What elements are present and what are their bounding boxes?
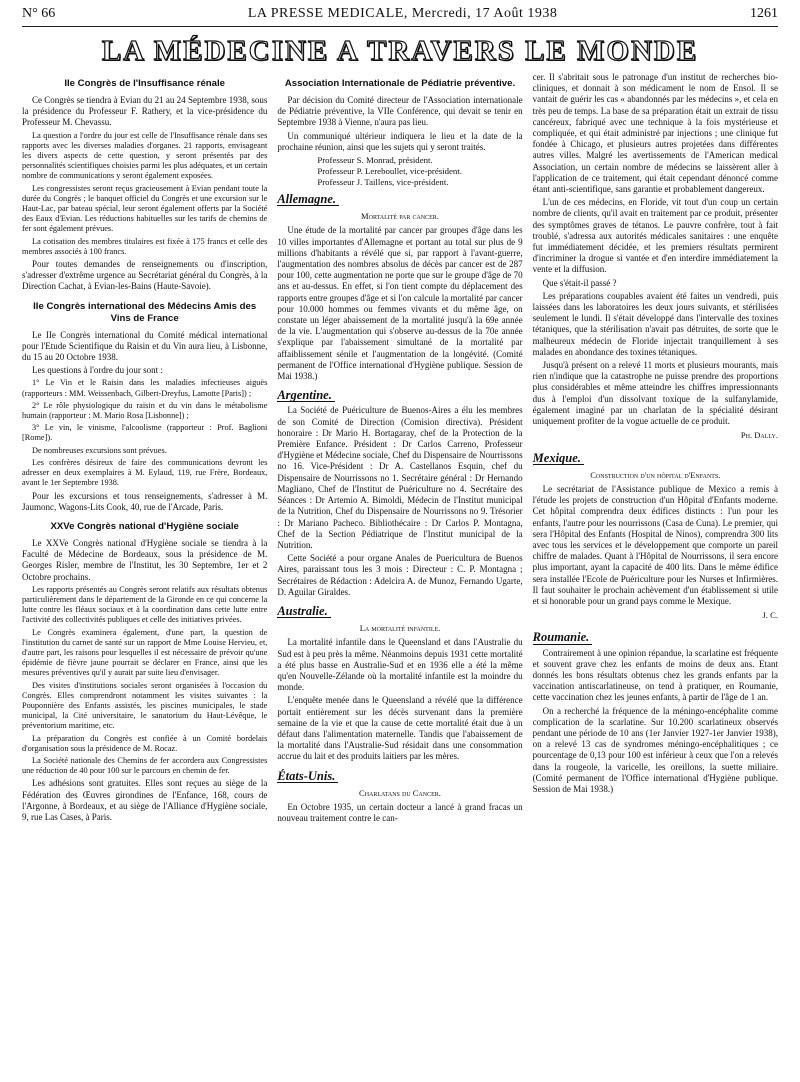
country-heading: États-Unis. [277, 771, 338, 783]
paragraph: Que s'était-il passé ? [542, 277, 617, 288]
paragraph: 1° Le Vin et le Raisin dans les maladies infectieuses aiguës (rapporteurs : MM. Weissenbach, Gilbert-Dreyfus, Lamotte [Paris]) ; [22, 378, 268, 398]
paragraph: Les adhésions sont gratuites. Elles sont reçues au siège de la Fédération des Œuvres girondines de l'Enfance, 168, cours de l'Argonne, à Bordeaux, et au siège de l'Alliance d'Hygiène sociale, 9, rue Las Cases, à Paris. [22, 778, 268, 822]
section-title: Association Internationale de Pédiatrie préventive. [284, 78, 516, 89]
paragraph: La Société nationale des Chemins de fer accordera aux Congressistes une réduction de 40 pour 100 sur le parcours en chemin de fer. [22, 755, 268, 776]
officer: Professeur J. Taillens, vice-président. [317, 177, 449, 188]
column-1 [22, 72, 267, 826]
author-signature: Ph. Dally. [740, 430, 778, 441]
section-title: XXVe Congrès national d'Hygiène sociale [50, 520, 239, 532]
paragraph: L'enquête menée dans le Queensland a révélé que la différence portait entièrement sur les décès survenant dans la première semaine de la vie et que la cause de cette mortalité était due à un défaut dans l'alimentation maternelle. Tandis que l'abaissement de la mortalité dans l'Australie-Sud résidait dans une consommation accrue du lait et des produits laitiers par les mères. [277, 695, 523, 762]
paragraph: L'un de ces médecins, en Floride, vit tout d'un coup un certain nombre de clients, qu'il avait en traitement par ce produit, présenter des symptômes graves de tétanos. Le pauvre confrère, tout à fait troublé, s'adressa aux autorités médicales sanitaires : une enquête fut immédiatement décidée, et les premiers résultats permirent d'incriminer la drogue si vantée et d'en interdire immédiatement la vente et la diffusion. [532, 197, 778, 275]
paragraph: 3° Le vin, le vinisme, l'alcoolisme (rapporteur : Prof. Baglioni [Rome]). [22, 423, 268, 443]
section-title: IIe Congrès international des Médecins Amis des Vins de France [33, 300, 257, 324]
article-columns [22, 72, 778, 826]
column-2 [277, 72, 522, 826]
paragraph: Le XXVe Congrès national d'Hygiène sociale se tiendra à la Faculté de Médecine de Bordeaux, sous la présidence de M. Georges Risler, membre de l'Institut, les 30 Septembre, 1er et 2 Octobre prochains. [22, 537, 268, 582]
paragraph: En Octobre 1935, un certain docteur a lancé à grand fracas un nouveau traitement contre le can- [277, 801, 523, 824]
paragraph: Ce Congrès se tiendra à Evian du 21 au 24 Septembre 1938, sous la présidence du Professeur F. Rathery, et la vice-présidence du Professeur M. Chevassu. [22, 95, 268, 128]
paragraph: Les confrères désireux de faire des communications devront les adresser en deux exemplaires à M. Eylaud, 119, rue Frère, Bordeaux, avant le 1er Septembre 1938. [22, 457, 268, 488]
publication-title: LA PRESSE MEDICALE, Mercredi, 17 Août 1938 [247, 6, 558, 21]
paragraph: Les questions à l'ordre du jour sont : [32, 365, 163, 376]
paragraph: Pour les excursions et tous renseignements, s'adresser à M. Jaumonc, Wagons-Lits Cook, 40, rue de l'Arcade, Paris. [22, 490, 268, 512]
paragraph: Une étude de la mortalité par cancer par groupes d'âge dans les 10 villes importantes d'Allemagne et portant au total sur plus de 9 millions d'habitants a révélé que si, par rapport à l'avant-guerre, l'augmentation des nombres absolus de décès par cancer est de 287 pour 100, cette augmentation ne porte que sur le groupe d'âge de 70 ans et au-dessus. En effet, si l'on tient compte du déplacement des rapports entre groupes d'âge et si l'on calcule la mortalité par cancer pour 10.000 hommes ou femmes vivants et du même âge, on constate un léger abaissement de la mortalité jusqu'à la 69e année de la vie. L'augmentation qui s'observe au-dessus de la 70e année s'explique par l'abaissement simultané de la mortalité par affaiblissement sénile et l'augmentation de la longévité. (Comité permanent de l'Office international d'Hygiène publique. Session de Mai 1938.) [277, 225, 523, 382]
paragraph: Cette Société a pour organe Anales de Puericultura de Buenos Aires, paraissant tous les 3 mois : Directeur : C. P. Montagna ; Secrétaires de Rédaction : Adelcira A. de Munoz, Fernando Ugarte, D. Aguilar Giraldes. [277, 553, 523, 597]
paragraph: Par décision du Comité directeur de l'Association internationale de Pédiatrie préventive, la VIIe Conférence, qui devait se tenir en Septembre 1938 à Vienne, n'aura pas lieu. [277, 95, 523, 128]
paragraph: Un communiqué ultérieur indiquera le lieu et la date de la prochaine réunion, ainsi que les sujets qui y seront traités. [277, 130, 523, 152]
issue-number: N° 66 [22, 6, 56, 21]
author-signature: J. C. [762, 610, 778, 621]
paragraph: La question a l'ordre du jour est celle de l'Insuffisance rénale dans ses rapports avec les diverses maladies d'organes. 21 rapports, envisageant les divers aspects de cette question, y seront présentés par des personnalités scientifiques choisies parmi les plus adéquates, et un certain nombre de communications y seront également exposées. [22, 130, 268, 181]
officer: Professeur P. Lereboullet, vice-président. [317, 166, 462, 177]
paragraph: Les congressistes seront reçus gracieusement à Evian pendant toute la durée du Congrès ; le banquet officiel du Congrès et une excursion sur le Haut-Lac, par bateau spécial, leur seront également offerts par la Société des Eaux d'Evian. Les réductions habituelles sur les tarifs de chemins de fer sont également prévues. [22, 183, 268, 234]
paragraph: Jusqu'à présent on a relevé 11 morts et plusieurs mourants, mais rien n'indique que la catastrophe ne puisse prendre des proportions plus considérables et même atteindre les chiffres impressionnants dus à l'emploi d'un dissolvant toxique de la sulfanylamide, également imaginé par un charlatan de la spécialité désirant uniquement profiter de la vogue actuelle de ce produit. [532, 360, 778, 427]
paragraph: cer. Il s'abritait sous le patronage d'un institut de recherches bio-cliniques, et donnait à son médicament le nom de Ensol. Il se vantait de guérir les cas « abandonnés par les médecins », et cela en très peu de temps. La base de sa préparation était un extrait de tissu cancéreux, fabriqué avec une technique à la fois mystérieuse et compliquée, et qui était administré par injections ; une clinique fut fondée à Chicago, et plusieurs autres projetées dans différentes autres villes. Malgré les avertissements de l'American medical Association, un certain nombre de médecins se laissèrent aller à l'application de ce traitement, qui était cependant dénoncé comme étant anti-scientifique, sans garantie et probablement dangereux. [532, 72, 778, 195]
paragraph: La préparation du Congrès est confiée à un Comité bordelais d'organisation sous la présidence de M. Rocaz. [22, 733, 268, 753]
subheading: Mortalité par cancer. [361, 211, 439, 222]
section-title: IIe Congrès de l'Insuffisance rénale [64, 78, 225, 89]
country-heading: Mexique. [533, 453, 584, 465]
paragraph: On a recherché la fréquence de la méningo-encéphalite comme complication de la scarlatine. Sur 10.200 scarlatineux observés pendant une période de 10 ans (1er Janvier 1927-1er Janvier 1938), on a relevé 13 cas de syndromes méningo-encéphalitiques ; ce pourcentage de 0,13 pour 100 est inférieur à ceux que l'on a relevés dans la rougeole, la varicelle, les oreillons, la suette miliaire. (Comité permanent de l'Office international d'Hygiène publique. Session de Mai 1938.) [532, 705, 778, 794]
officer: Professeur S. Monrad, président. [317, 155, 433, 166]
page-number: 1261 [749, 6, 778, 21]
country-heading: Australie. [277, 606, 330, 618]
subheading: Charlatans du Cancer. [359, 787, 441, 798]
paragraph: Contrairement à une opinion répandue, la scarlatine est fréquente et souvent grave chez les enfants de moins de deux ans. Etant donnés les bons résultats obtenus chez les grands enfants par la vaccination antiscarlatineuse, on tend à pratiquer, en Roumanie, cette vaccination chez les jeunes enfants, à partir de l'âge de 1 an. [532, 647, 778, 703]
paragraph: Des visites d'institutions sociales seront organisées à l'occasion du Congrès. Elles comprendront notamment les visites suivantes : la Pouponnière des Enfants assistés, les piscines municipales, le stade municipal, la Cité universitaire, le sanatorium du Haut-Lévêque, le préventorium maritime, etc. [22, 680, 268, 731]
officers-list [277, 155, 522, 188]
paragraph: 2° Le rôle physiologique du raisin et du vin dans le métabolisme humain (rapporteur : M. Mario Rosa [Lisbonne]) ; [22, 400, 268, 421]
paragraph: Les rapports présentés au Congrès seront relatifs aux résultats obtenus particulièrement dans le département de la Gironde en ce qui concerne la lutte contre les fléaux sociaux et à la coordination dans cette lutte entre l'activité des collectivités publiques et celle des initiatives privées. [22, 584, 268, 625]
paragraph: Pour toutes demandes de renseignements ou d'inscription, s'adresser d'extrême urgence au Secrétariat général du Congrès, à la Direction Cachat, à Evian-les-Bains (Haute-Savoie). [22, 259, 268, 292]
section-banner [22, 35, 778, 68]
paragraph: Le IIe Congrès international du Comité médical international pour l'Etude Scientifique du Raisin et du Vin aura lieu, à Lisbonne, du 15 au 20 Octobre 1938. [22, 329, 268, 363]
column-3 [533, 72, 778, 826]
paragraph: La mortalité infantile dans le Queensland et dans l'Australie du Sud est à peu près la même. Néanmoins depuis 1931 cette mortalité a été plus basse en Australie-Sud et en 1936 elle a été la même qu'en Nouvelle-Zélande où la mortalité infantile est la moindre du monde. [277, 637, 523, 693]
country-heading: Argentine. [277, 390, 335, 402]
banner-title: LA MÉDECINE A TRAVERS LE MONDE [101, 35, 699, 67]
country-heading: Allemagne. [277, 194, 339, 206]
paragraph: Le secrétariat de l'Assistance publique de Mexico a remis à l'étude les projets de construction d'un Hôpital d'Enfants moderne. Cet hôpital comprendra deux édifices distincts : l'un pour les enfants, l'autre pour les nourrissons (Casa de Cuna). Le premier, qui sera l'Hôpital des Enfants (Hospital de Ninos), comprendra 300 lits avec tous les services et le développement que comporte un pareil chiffre de malades. Quant à l'Hôpital de Nourrissons, il sera encore plus important, ayant la capacité de 400 lits. Dans le même édifice sera installée l'Ecole de Puériculture pour les Nurses et Infirmières. Il faut souhaiter le prochain achèvement d'un établissement si utile et si honorable pour un grand pays comme le Mexique. [532, 483, 778, 606]
subheading: Construction d'un hôpital d'Enfants. [590, 469, 721, 480]
paragraph: Le Congrès examinera également, d'une part, la question de l'institution du carnet de santé sur un rapport de Mme Louise Hervieu, et, d'autre part, les raisons pour lesquelles il est nécessaire de prévoir qu'une épidémie de fièvre jaune pourrait se déclarer en France, ainsi que les mesures préventives qu'il y aurait par suite lieu d'envisager. [22, 627, 268, 678]
page-header [22, 6, 778, 27]
paragraph: La cotisation des membres titulaires est fixée à 175 francs et celle des membres associés à 100 francs. [22, 236, 268, 256]
paragraph: De nombreuses excursions sont prévues. [32, 445, 167, 455]
paragraph: Les préparations coupables avaient été faites un vendredi, puis laissées dans les laboratoires les deux jours suivants, et stérilisées seulement le lundi. Il s'était développé dans l'intervalle des toxines tétaniques, que la stérilisation n'avait pas détruites, de sorte que le malheureux médecin de Floride injectait tranquillement à ses malades en abondance des toxines tétaniques. [532, 290, 778, 357]
paragraph: La Société de Puériculture de Buenos-Aires a élu les membres de son Comité de Direction (Comision directiva). Président honoraire : Dr Mario H. Bortagaray, chef de la Protection de la Première Enfance. Président : Dr Carlos Carreno, Professeur d'Hygiène et Médecine sociale, Chef du Dispensaire de Nourrissons no 16. Vice-Président : Dr A. Castellanos Esquin, chef du Dispensaire de Nourrissons no 1. Secrétaire général : Dr Hernando Magliano, Chef de l'Institut de Puériculture no 4. Secrétaire des Séances : Dr Artemio A. Bimoldi, Médecin de l'Institut municipal de la Nutrition, Chef du Dispensaire de Nourrissons no 9. Trésorier : Dr Mariano Pacheco. Bibliothécaire : Dr Carlos P. Montagna, Chef de la Section Pédiatrique de l'Institut municipal de la Nutrition. [277, 405, 523, 550]
country-heading: Roumanie. [533, 632, 593, 644]
subheading: La mortalité infantile. [359, 623, 441, 634]
